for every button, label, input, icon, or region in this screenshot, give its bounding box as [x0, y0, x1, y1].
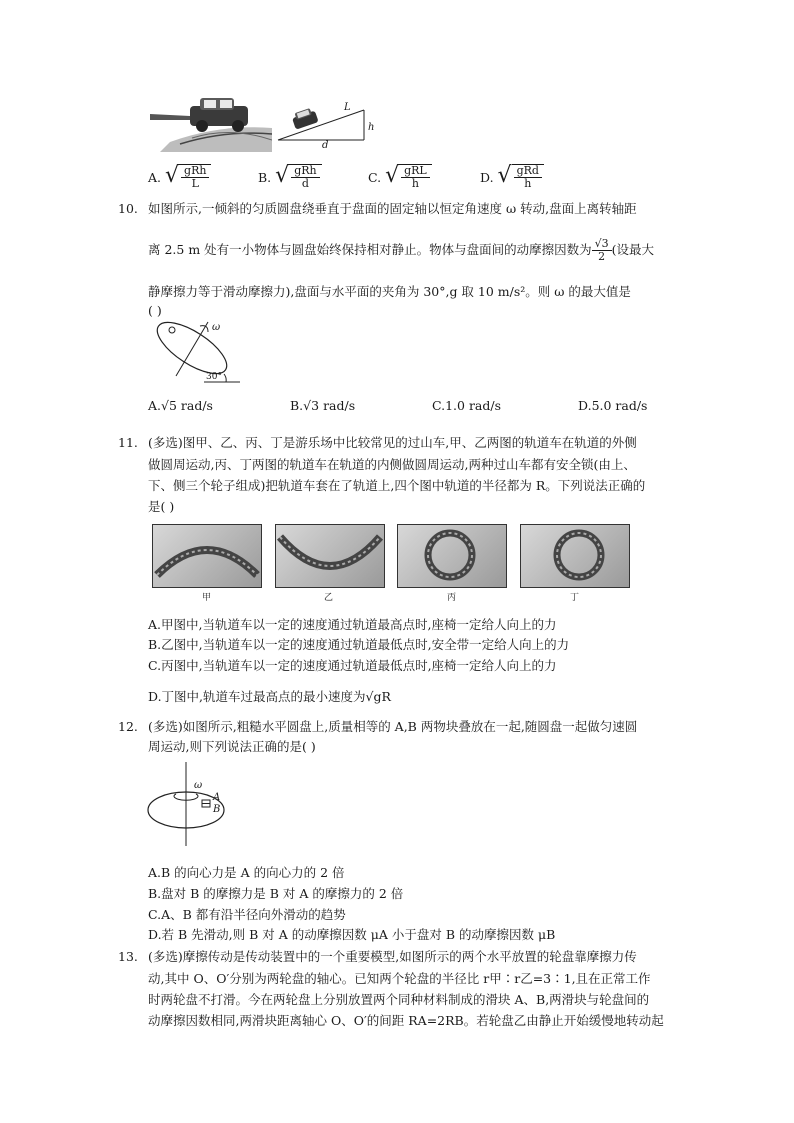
- sqrt-symbol: √ $\frac{\text{gRh}}{L}$: [165, 162, 211, 190]
- label-b: B: [213, 804, 221, 815]
- caption-jia: 甲: [202, 593, 212, 603]
- q11-option-d[interactable]: D.丁图中,轨道车过最高点的最小速度为√gR: [148, 689, 391, 704]
- angle-label: 30°: [206, 372, 222, 382]
- q12-line1: (多选)如图所示,粗糙水平圆盘上,质量相等的 A,B 两物块叠放在一起,随圆盘一起做匀速圆: [148, 719, 638, 734]
- q10-line3: 静摩擦力等于滑动摩擦力),盘面与水平面的夹角为 30°,g 取 10 m/s²。则 ω 的最大值是: [148, 284, 631, 299]
- q12-option-d[interactable]: D.若 B 先滑动,则 B 对 A 的动摩擦因数 μA 小于盘对 B 的动摩擦因数 μB: [148, 927, 556, 942]
- coaster-photo-yi: [275, 524, 385, 588]
- label-d: d: [322, 140, 329, 151]
- q13-line1: (多选)摩擦传动是传动装置中的一个重要模型,如图所示的两个水平放置的轮盘靠摩擦力传: [148, 949, 637, 964]
- coaster-photo-jia: [152, 524, 262, 588]
- q12-option-b[interactable]: B.盘对 B 的摩擦力是 B 对 A 的摩擦力的 2 倍: [148, 886, 404, 901]
- coaster-photo-bing: [397, 524, 507, 588]
- q9-option-c[interactable]: C. √ $\frac{\text{gRL}}{h}$: [368, 162, 432, 190]
- incline-car-diagram: [276, 96, 380, 150]
- omega-label: ω: [212, 322, 221, 333]
- q12-line2: 周运动,则下列说法正确的是( ): [148, 739, 316, 754]
- q11-option-a[interactable]: A.甲图中,当轨道车以一定的速度通过轨道最高点时,座椅一定给人向上的力: [148, 617, 557, 632]
- q13-line2: 动,其中 O、O′分别为两轮盘的轴心。已知两个轮盘的半径比 r甲∶r乙=3∶1,且在正常工作: [148, 971, 651, 986]
- q11-option-c[interactable]: C.丙图中,当轨道车以一定的速度通过轨道最低点时,座椅一定给人向上的力: [148, 658, 557, 673]
- mu-fraction: $\frac{√3}{2}$: [592, 238, 612, 263]
- q9-option-d[interactable]: D. √ $\frac{\text{gRd}}{h}$: [480, 162, 544, 190]
- q13-line4: 动摩擦因数相同,两滑块距离轴心 O、O′的间距 RA=2RB。若轮盘乙由静止开始缓慢地转动起: [148, 1013, 664, 1028]
- q11-number: 11.: [118, 435, 138, 450]
- label-L: L: [344, 102, 351, 113]
- q12-number: 12.: [118, 719, 138, 734]
- q11-option-b[interactable]: B.乙图中,当轨道车以一定的速度通过轨道最低点时,安全带一定给人向上的力: [148, 637, 570, 652]
- caption-ding: 丁: [570, 593, 580, 603]
- q11-line2: 做圆周运动,丙、丁两图的轨道车在轨道的内侧做圆周运动,两种过山车都有安全锁(由上、: [148, 457, 636, 472]
- q11-line3: 下、侧三个轮子组成)把轨道车套在了轨道上,四个图中轨道的半径都为 R。下列说法正确的: [148, 478, 646, 493]
- q10-option-c[interactable]: C.1.0 rad/s: [432, 398, 502, 413]
- tilted-disc-diagram: [146, 316, 242, 384]
- caption-bing: 丙: [447, 593, 457, 603]
- q10-option-d[interactable]: D.5.0 rad/s: [578, 398, 648, 413]
- q12-option-a[interactable]: A.B 的向心力是 A 的向心力的 2 倍: [148, 865, 345, 880]
- sqrt-symbol: √ $\frac{\text{gRh}}{d}$: [275, 162, 321, 190]
- q10-line2: 离 2.5 m 处有一小物体与圆盘始终保持相对静止。物体与盘面间的动摩擦因数为 $\frac{√3}{2}$ (设最大: [148, 237, 655, 263]
- q10-option-a[interactable]: A.√5 rad/s: [148, 398, 213, 413]
- sqrt-symbol: √ $\frac{\text{gRL}}{h}$: [385, 162, 432, 190]
- q9-option-b[interactable]: B. √ $\frac{\text{gRh}}{d}$: [258, 162, 322, 190]
- coaster-photo-ding: [520, 524, 630, 588]
- label-a: A: [213, 792, 221, 803]
- q10-line1: 如图所示,一倾斜的匀质圆盘绕垂直于盘面的固定轴以恒定角速度 ω 转动,盘面上离转轴距: [148, 201, 637, 216]
- label-h: h: [368, 122, 375, 133]
- omega-label: ω: [194, 780, 203, 791]
- q10-option-b[interactable]: B.√3 rad/s: [290, 398, 356, 413]
- rotating-disc-diagram: [146, 762, 242, 848]
- q13-line3: 时两轮盘不打滑。今在两轮盘上分别放置两个同种材料制成的滑块 A、B,两滑块与轮盘间的: [148, 992, 650, 1007]
- q13-number: 13.: [118, 949, 138, 964]
- car-on-curve-photo: [150, 94, 272, 152]
- caption-yi: 乙: [324, 593, 334, 603]
- q12-option-c[interactable]: C.A、B 都有沿半径向外滑动的趋势: [148, 907, 346, 922]
- q10-number: 10.: [118, 201, 138, 216]
- sqrt-symbol: √ $\frac{\text{gRd}}{h}$: [498, 162, 544, 190]
- q10-paren: ( ): [148, 303, 162, 318]
- q9-option-a[interactable]: A. √ $\frac{\text{gRh}}{L}$: [148, 162, 211, 190]
- q11-line4: 是( ): [148, 499, 175, 514]
- q11-line1: (多选)图甲、乙、丙、丁是游乐场中比较常见的过山车,甲、乙两图的轨道车在轨道的外侧: [148, 435, 637, 450]
